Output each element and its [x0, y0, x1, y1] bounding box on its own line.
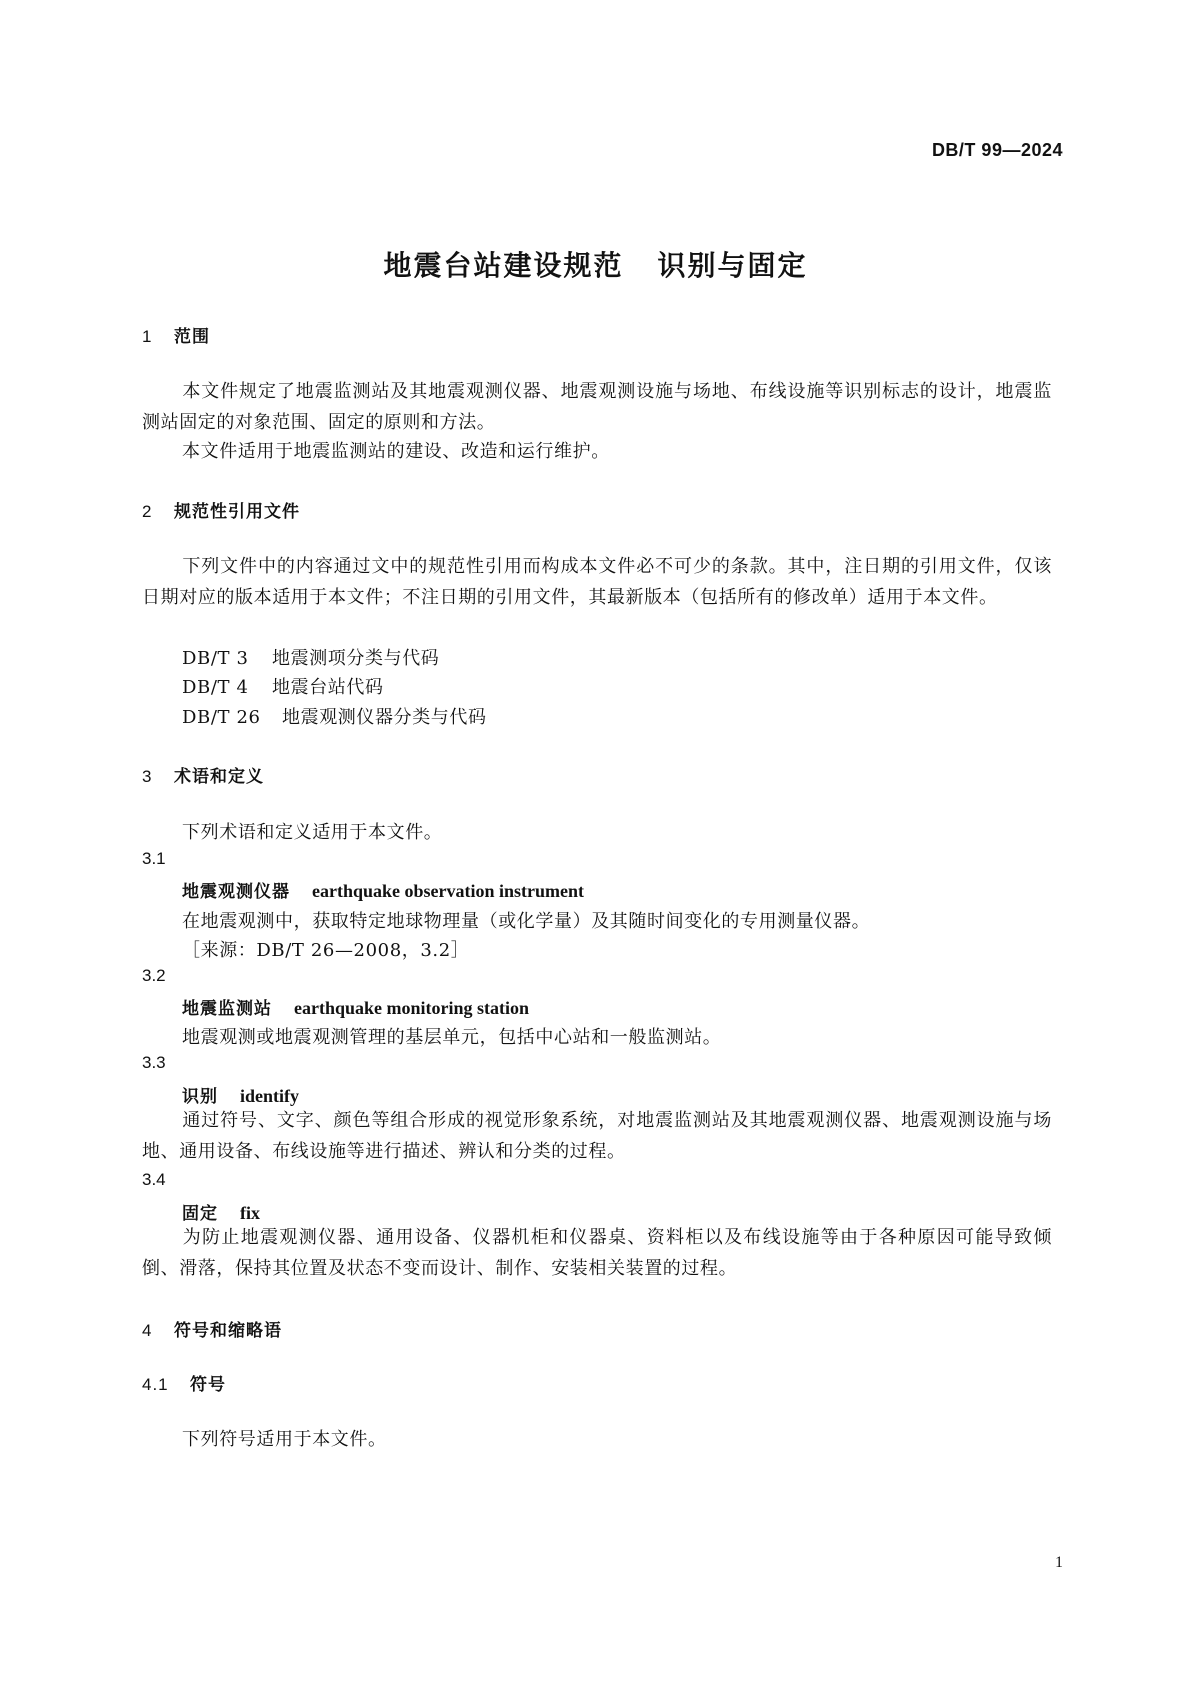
term-definition: 通过符号、文字、颜色等组合形成的视觉形象系统，对地震监测站及其地震观测仪器、地震观测设施与场地、通用设备、布线设施等进行描述、辨认和分类的过程。: [142, 1110, 1052, 1162]
section-2-heading: 2 规范性引用文件: [142, 502, 300, 522]
title-main: 地震台站建设规范: [383, 249, 624, 282]
section-2-paragraph-1: 下列文件中的内容通过文中的规范性引用而构成本文件必不可少的条款。其中，注日期的引用文件，仅该日期对应的版本适用于本文件；不注日期的引用文件，其最新版本（包括所有的修改单）适用于本文件。: [142, 556, 1052, 608]
document-title: [0, 244, 1191, 284]
section-3-heading: 3 术语和定义: [142, 767, 264, 787]
section-1-heading: 1 范围: [142, 327, 210, 347]
title-sub: 识别与固定: [657, 249, 808, 282]
reference-item: DB/T 26 地震观测仪器分类与代码: [182, 707, 487, 728]
section-4-1-paragraph: 下列符号适用于本文件。: [182, 1429, 387, 1450]
term-definition: 地震观测或地震观测管理的基层单元，包括中心站和一般监测站。: [182, 1027, 722, 1048]
reference-item: DB/T 4 地震台站代码: [182, 677, 384, 698]
term-heading: 固定 fix: [182, 1203, 260, 1224]
term-source: ［来源：DB/T 26—2008，3.2］: [182, 940, 470, 961]
term-heading: 地震监测站 earthquake monitoring station: [182, 998, 530, 1019]
term-heading: 地震观测仪器 earthquake observation instrument: [182, 881, 585, 902]
term-number: 3.3: [142, 1053, 166, 1072]
section-3-intro: 下列术语和定义适用于本文件。: [182, 822, 443, 843]
term-number: 3.4: [142, 1170, 166, 1189]
section-4-1-heading: 4.1 符号: [142, 1375, 226, 1395]
term-number: 3.2: [142, 966, 166, 985]
term-number: 3.1: [142, 849, 166, 868]
term-definition: 为防止地震观测仪器、通用设备、仪器机柜和仪器桌、资料柜以及布线设施等由于各种原因可能导致倾倒、滑落，保持其位置及状态不变而设计、制作、安装相关装置的过程。: [142, 1227, 1052, 1279]
section-1-paragraph-1: 本文件规定了地震监测站及其地震观测仪器、地震观测设施与场地、布线设施等识别标志的设计，地震监测站固定的对象范围、固定的原则和方法。: [142, 381, 1052, 433]
reference-item: DB/T 3 地震测项分类与代码: [182, 648, 440, 669]
term-heading: 识别 identify: [182, 1086, 300, 1107]
standard-code: DB/T 99—2024: [931, 140, 1063, 160]
term-definition: 在地震观测中，获取特定地球物理量（或化学量）及其随时间变化的专用测量仪器。: [182, 911, 871, 932]
section-1-paragraph-2: 本文件适用于地震监测站的建设、改造和运行维护。: [182, 441, 610, 462]
section-4-heading: 4 符号和缩略语: [142, 1321, 282, 1341]
page-number: 1: [1055, 1554, 1063, 1571]
